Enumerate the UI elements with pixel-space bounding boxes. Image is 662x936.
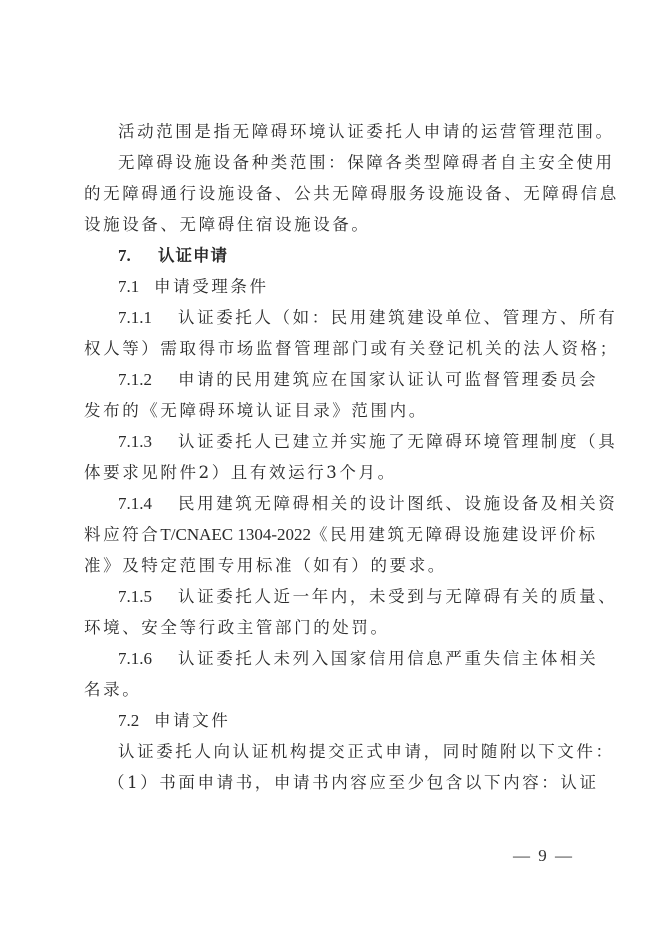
paragraph-submission: 认证委托人向认证机构提交正式申请，同时随附以下文件： bbox=[118, 742, 615, 761]
standard-code: T/CNAEC 1304-2022 bbox=[160, 525, 312, 544]
heading-title: 认证申请 bbox=[158, 246, 228, 265]
paragraph-activity-scope: 活动范围是指无障碍环境认证委托人申请的运营管理范围。 bbox=[118, 122, 615, 141]
clause-text: 认证委托人已建立并实施了无障碍环境管理制度（具 bbox=[178, 432, 618, 451]
clause-text: 民用建筑无障碍相关的设计图纸、设施设备及相关资 bbox=[178, 494, 618, 513]
clause-text: 认证委托人（如：民用建筑建设单位、管理方、所有 bbox=[178, 308, 618, 327]
clause-number: 7.1.1 bbox=[118, 308, 152, 327]
section-7-2-heading bbox=[84, 705, 582, 736]
paragraph-item-1: （1）书面申请书，申请书内容应至少包含以下内容：认证 bbox=[108, 773, 599, 792]
clause-text: 申请的民用建筑应在国家认证认可监督管理委员会 bbox=[178, 370, 599, 389]
clause-number: 7.1.4 bbox=[118, 494, 152, 513]
clause-7-1-3-line-2: 体要求见附件2）且有效运行3个月。 bbox=[84, 463, 397, 482]
clause-text: 认证委托人未列入国家信用信息严重失信主体相关 bbox=[178, 649, 599, 668]
clause-7-1-1-line-2: 权人等）需取得市场监督管理部门或有关登记机关的法人资格； bbox=[84, 339, 619, 358]
clause-text: 认证委托人近一年内，未受到与无障碍有关的质量、 bbox=[178, 587, 618, 606]
clause-7-1-5-line-2: 环境、安全等行政主管部门的处罚。 bbox=[84, 618, 390, 637]
clause-7-1-5-line-1 bbox=[84, 581, 618, 612]
section-number: 7.1 bbox=[118, 277, 140, 296]
standard-title: 《民用建筑无障碍设施建设评价标 bbox=[311, 525, 598, 544]
clause-7-1-4-line-3: 准》及特定范围专用标准（如有）的要求。 bbox=[84, 556, 447, 575]
clause-7-1-2-line-1 bbox=[84, 364, 599, 395]
clause-number: 7.1.6 bbox=[118, 649, 152, 668]
paragraph-equipment-scope-line-2: 的无障碍通行设施设备、公共无障碍服务设施设备、无障碍信息 bbox=[84, 184, 619, 203]
clause-number: 7.1.5 bbox=[118, 587, 152, 606]
document-page bbox=[84, 116, 619, 798]
clause-7-1-6-line-2: 名录。 bbox=[84, 680, 142, 699]
clause-7-1-4-line-2 bbox=[84, 519, 598, 550]
clause-7-1-3-line-1 bbox=[84, 426, 618, 457]
section-number: 7.2 bbox=[118, 711, 140, 730]
clause-7-1-6-line-1 bbox=[84, 643, 599, 674]
page-number: — 9 — bbox=[513, 846, 574, 865]
heading-number: 7. bbox=[118, 246, 131, 265]
paragraph-equipment-scope-line-3: 设施设备、无障碍住宿设施设备。 bbox=[84, 215, 371, 234]
heading-7-certification-application bbox=[84, 240, 582, 271]
clause-7-1-2-line-2: 发布的《无障碍环境认证目录》范围内。 bbox=[84, 401, 428, 420]
section-7-1-heading bbox=[84, 271, 582, 302]
paragraph-equipment-scope-line-1: 无障碍设施设备种类范围：保障各类型障碍者自主安全使用 bbox=[118, 153, 615, 172]
clause-7-1-4-line-1 bbox=[84, 488, 618, 519]
clause-number: 7.1.2 bbox=[118, 370, 152, 389]
clause-text-prefix: 料应符合 bbox=[84, 525, 161, 544]
clause-number: 7.1.3 bbox=[118, 432, 152, 451]
section-title: 申请文件 bbox=[154, 711, 231, 730]
section-title: 申请受理条件 bbox=[154, 277, 269, 296]
clause-7-1-1-line-1 bbox=[84, 302, 618, 333]
